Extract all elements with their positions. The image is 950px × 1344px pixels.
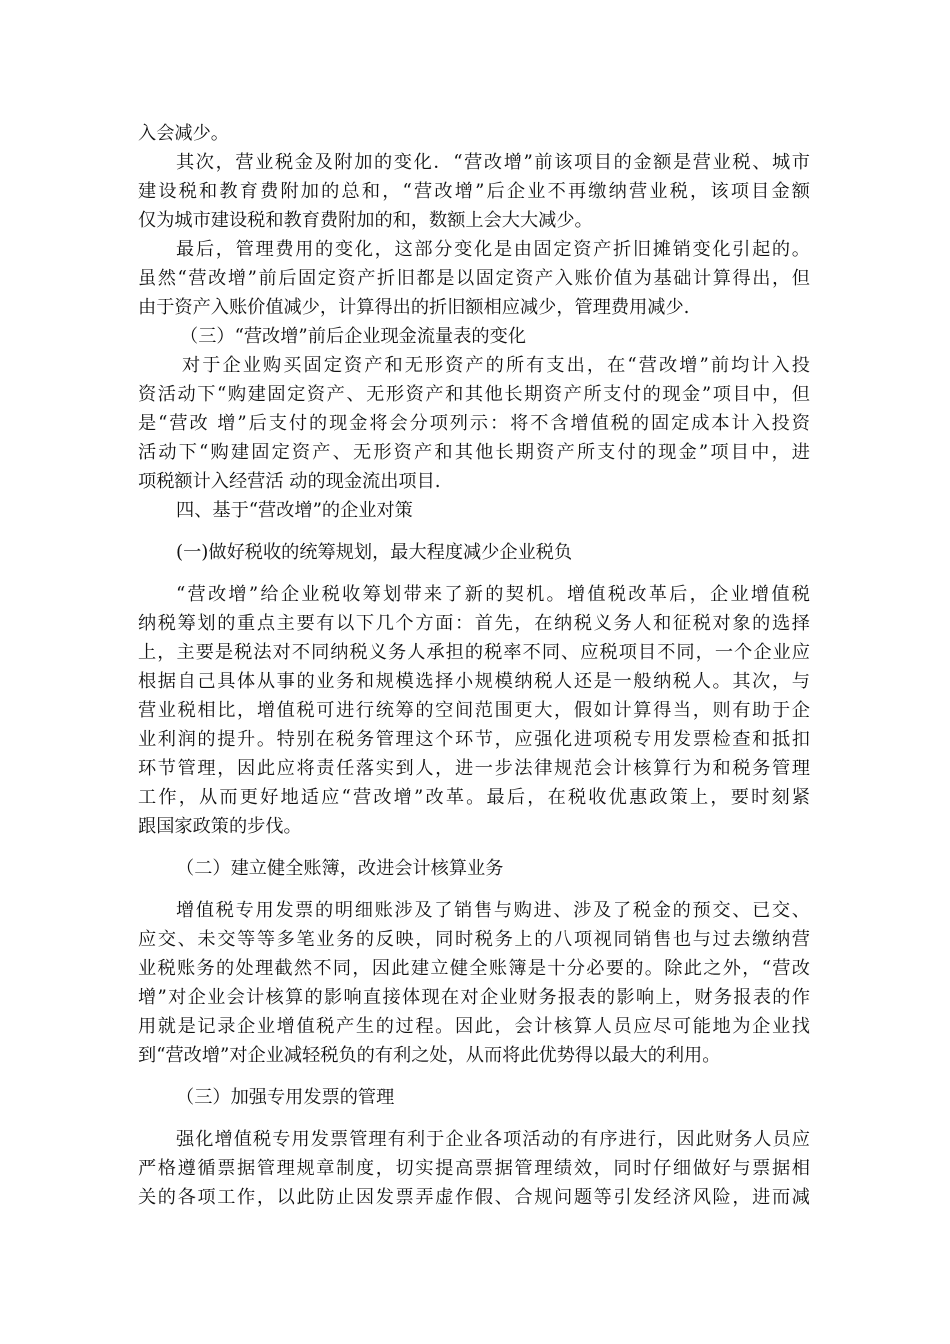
text-line: 对于企业购买固定资产和无形资产的所有支出，在“营改增”前均计入投 xyxy=(182,355,810,376)
text-line: 根据自己具体从事的业务和规模选择小规模纳税人还是一般纳税人。其次，与 xyxy=(138,671,810,692)
text-line: “营改增”给企业税收筹划带来了新的契机。增值税改革后，企业增值税 xyxy=(176,584,810,605)
text-line: 业税账务的处理截然不同，因此建立健全账簿是十分必要的。除此之外，“营改 xyxy=(138,958,810,979)
text-line: 活动下“购建固定资产、无形资产和其他长期资产所支付的现金”项目中，进 xyxy=(138,442,810,463)
text-line: 最后，管理费用的变化，这部分变化是由固定资产折旧摊销变化引起的。 xyxy=(176,239,810,260)
text-line: 由于资产入账价值减少，计算得出的折旧额相应减少，管理费用减少. xyxy=(138,297,690,318)
text-line: 建设税和教育费附加的总和，“营改增”后企业不再缴纳营业税，该项目金额 xyxy=(138,181,810,202)
text-line: 是“营改 增”后支付的现金将会分项列示：将不含增值税的固定成本计入投资 xyxy=(138,413,810,434)
text-line: 纳税筹划的重点主要有以下几个方面：首先，在纳税义务人和征税对象的选择 xyxy=(138,613,810,634)
text-line: 虽然“营改增”前后固定资产折旧都是以固定资产入账价值为基础计算得出，但 xyxy=(138,268,810,289)
subsection-heading: (一)做好税收的统筹规划，最大程度减少企业税负 xyxy=(176,542,573,563)
text-line: 入会减少。 xyxy=(138,123,229,144)
text-line: 其次，营业税金及附加的变化．“营改增”前该项目的金额是营业税、城市 xyxy=(176,152,810,173)
text-line: 业利润的提升。特别在税务管理这个环节，应强化进项税专用发票检查和抵扣 xyxy=(138,729,810,750)
text-line: 增”对企业会计核算的影响直接体现在对企业财务报表的影响上，财务报表的作 xyxy=(138,987,810,1008)
text-line: 工作，从而更好地适应“营改增”改革。最后，在税收优惠政策上，要时刻紧 xyxy=(138,787,810,808)
text-line: 资活动下“购建固定资产、无形资产和其他长期资产所支付的现金”项目中，但 xyxy=(138,384,810,405)
text-line: 严格遵循票据管理规章制度，切实提高票据管理绩效，同时仔细做好与票据相 xyxy=(138,1158,810,1179)
text-line: 应交、未交等等多笔业务的反映，同时税务上的八项视同销售也与过去缴纳营 xyxy=(138,929,810,950)
text-line: 上，主要是税法对不同纳税义务人承担的税率不同、应税项目不同，一个企业应 xyxy=(138,642,810,663)
text-line: 用就是记录企业增值税产生的过程。因此，会计核算人员应尽可能地为企业找 xyxy=(138,1016,810,1037)
section-heading: （三）“营改增”前后企业现金流量表的变化 xyxy=(180,326,526,347)
text-line: 到“营改增”对企业减轻税负的有利之处，从而将此优势得以最大的利用。 xyxy=(138,1045,721,1066)
text-line: 增值税专用发票的明细账涉及了销售与购进、涉及了税金的预交、已交、 xyxy=(176,900,810,921)
text-line: 仅为城市建设税和教育费附加的和，数额上会大大减少。 xyxy=(138,210,593,231)
section-heading: 四、基于“营改增”的企业对策 xyxy=(176,500,413,521)
subsection-heading: （二）建立健全账簿，改进会计核算业务 xyxy=(176,858,504,879)
text-line: 环节管理，因此应将责任落实到人，进一步法律规范会计核算行为和税务管理 xyxy=(138,758,810,779)
text-line: 跟国家政策的步伐。 xyxy=(138,816,302,837)
subsection-heading: （三）加强专用发票的管理 xyxy=(176,1087,395,1108)
text-line: 项税额计入经营活 动的现金流出项目. xyxy=(138,471,441,492)
text-line: 强化增值税专用发票管理有利于企业各项活动的有序进行，因此财务人员应 xyxy=(176,1129,810,1150)
text-line: 营业税相比，增值税可进行统筹的空间范围更大，假如计算得当，则有助于企 xyxy=(138,700,810,721)
text-line: 关的各项工作，以此防止因发票弄虚作假、合规问题等引发经济风险，进而减 xyxy=(138,1187,810,1208)
